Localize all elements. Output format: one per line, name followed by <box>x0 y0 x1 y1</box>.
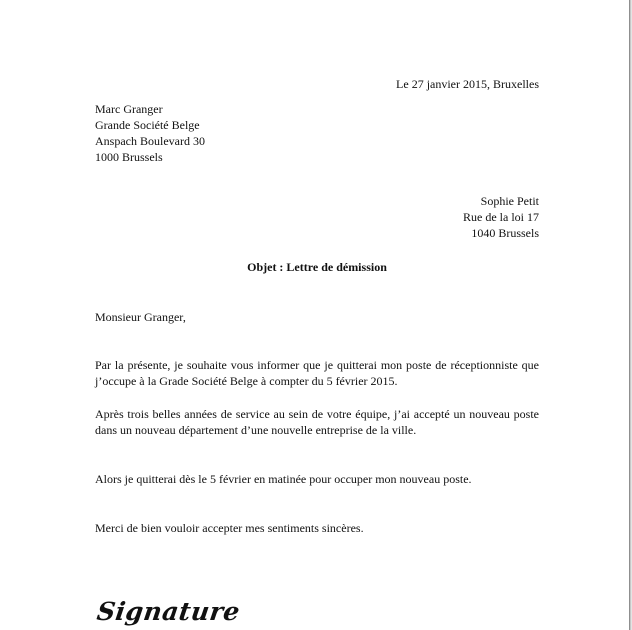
subject-line: Objet : Lettre de démission <box>247 260 387 274</box>
date-line <box>396 76 539 92</box>
paragraph-announcement: Par la présente, je souhaite vous informer que je quitterai mon poste de réceptionniste que j’occupe à la Grade Société Belge à compter du 5 février 2015. <box>95 358 539 388</box>
sender-address <box>95 101 205 165</box>
recipient-name: Sophie Petit <box>480 194 539 208</box>
sender-name: Marc Granger <box>95 102 163 116</box>
signature: Signature <box>95 597 242 626</box>
date-text: Le 27 janvier 2015, Bruxelles <box>396 77 539 91</box>
salutation <box>95 309 186 325</box>
salutation-text: Monsieur Granger, <box>95 310 186 324</box>
recipient-city: 1040 Brussels <box>471 226 539 240</box>
sender-company: Grande Société Belge <box>95 118 200 132</box>
sender-city: 1000 Brussels <box>95 150 163 164</box>
paragraph-closing: Merci de bien vouloir accepter mes sentiments sincères. <box>95 521 364 535</box>
recipient-address <box>463 193 539 241</box>
sender-street: Anspach Boulevard 30 <box>95 134 205 148</box>
paragraph-reason: Après trois belles années de service au sein de votre équipe, j’ai accepté un nouveau poste dans un nouveau département d’une nouvelle entreprise de la ville. <box>95 407 539 437</box>
paragraph-departure-date: Alors je quitterai dès le 5 février en matinée pour occuper mon nouveau poste. <box>95 472 472 486</box>
recipient-street: Rue de la loi 17 <box>463 210 539 224</box>
